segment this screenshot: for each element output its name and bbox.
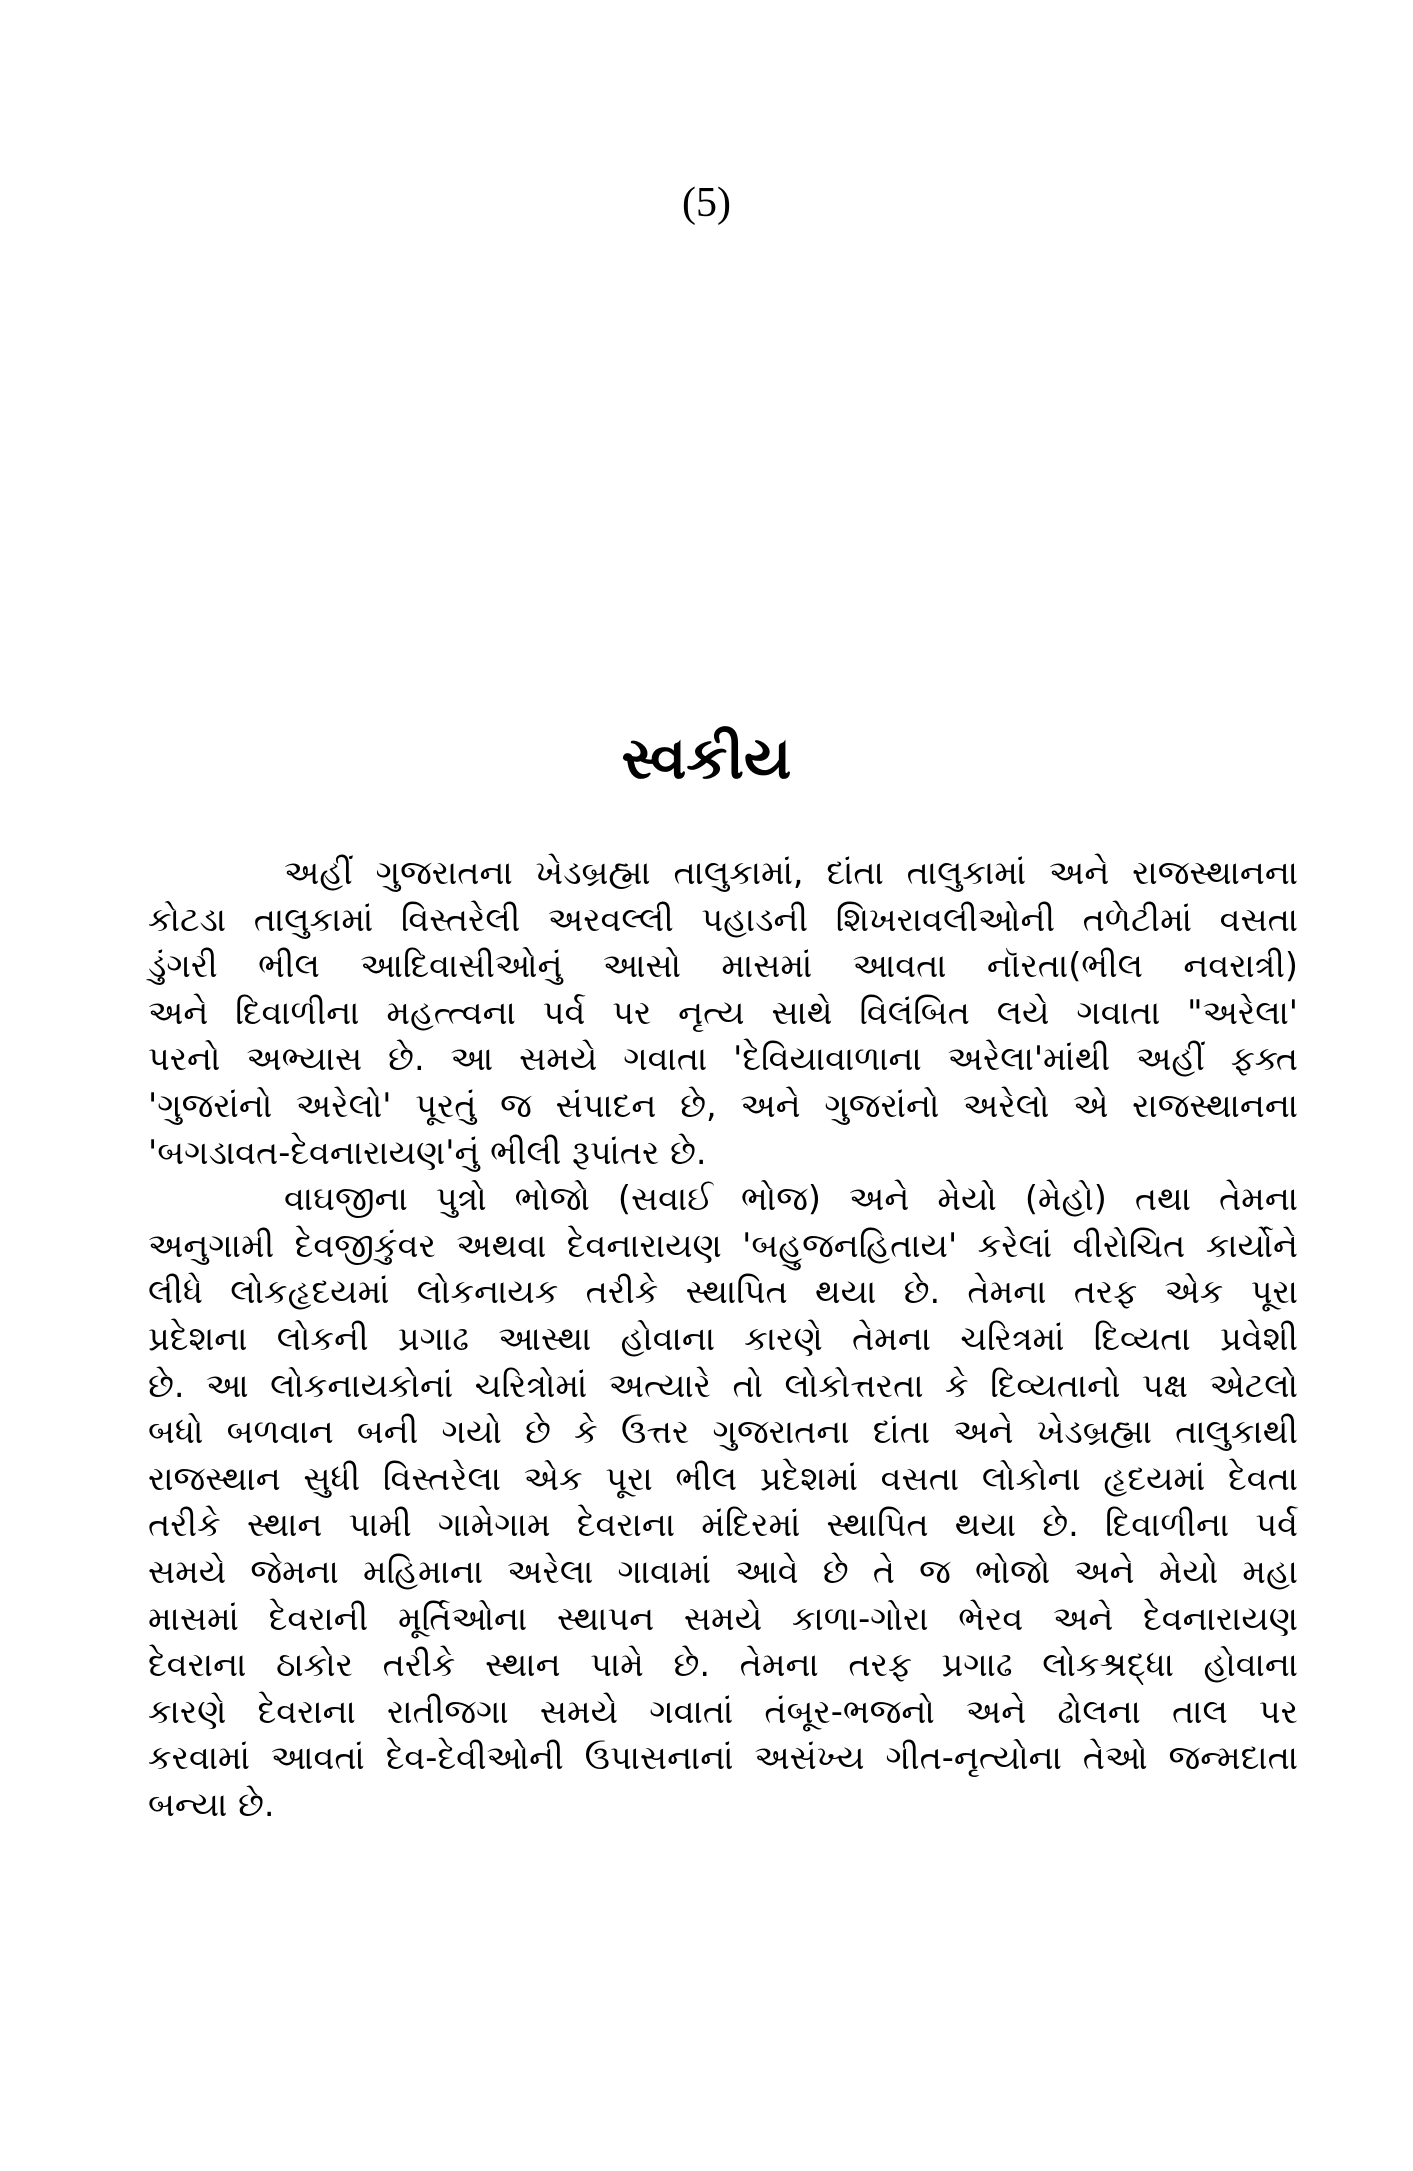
text-line: લીધે લોકહૃદયમાં લોકનાયક તરીકે સ્થાપિત થયા છે. તેમના તરફ એક પૂરા [148,1272,1298,1312]
text-line: રાજસ્થાન સુધી વિસ્તરેલા એક પૂરા ભીલ પ્રદેશમાં વસતા લોકોના હૃદયમાં દેવતા [148,1458,1298,1498]
text-line: દેવરાના ઠાકોર તરીકે સ્થાન પામે છે. તેમના તરફ પ્રગાઢ લોકશ્રદ્ધા હોવાના [148,1645,1298,1685]
text-line: સમયે જેમના મહિમાના અરેલા ગાવામાં આવે છે તે જ ભોજો અને મેયો મહા [148,1551,1298,1591]
text-line: પરનો અભ્યાસ છે. આ સમયે ગવાતા 'દેવિયાવાળાના અરેલા'માંથી અહીં ફક્ત [148,1039,1298,1079]
text-line: અહીં ગુજરાતના ખેડબ્રહ્મા તાલુકામાં, દાંતા તાલુકામાં અને રાજસ્થાનના [284,853,1298,892]
paragraph-2 [148,1176,1298,1828]
paragraph-1 [148,850,1298,1176]
text-line: છે. આ લોકનાયકોનાં ચરિત્રોમાં અત્યારે તો લોકોત્તરતા કે દિવ્યતાનો પક્ષ એટલો [148,1365,1298,1405]
text-line: માસમાં દેવરાની મૂર્તિઓના સ્થાપન સમયે કાળા-ગોરા ભેરવ અને દેવનારાયણ [148,1598,1298,1638]
text-line: 'ગુજરાંનો અરેલો' પૂરતું જ સંપાદન છે, અને ગુજરાંનો અરેલો એ રાજસ્થાનના [148,1085,1298,1125]
text-line: બન્યા છે. [148,1784,275,1824]
text-line: કરવામાં આવતાં દેવ-દેવીઓની ઉપાસનાનાં અસંખ્ય ગીત-નૃત્યોના તેઓ જન્મદાતા [148,1738,1298,1778]
text-line: વાઘજીના પુત્રો ભોજો (સવાઈ ભોજ) અને મેયો (મેહો) તથા તેમના [284,1179,1298,1219]
text-line: કારણે દેવરાના રાતીજગા સમયે ગવાતાં તંબૂર-ભજનો અને ઢોલના તાલ પર [148,1691,1298,1731]
text-line: ડુંગરી ભીલ આદિવાસીઓનું આસો માસમાં આવતા નૉરતા(ભીલ નવરાત્રી) [148,946,1298,986]
text-line: 'બગડાવત-દેવનારાયણ'નું ભીલી રૂપાંતર છે. [148,1132,707,1172]
text-line: કોટડા તાલુકામાં વિસ્તરેલી અરવલ્લી પહાડની શિખરાવલીઓની તળેટીમાં વસતા [148,899,1298,939]
page-number: (5) [682,180,731,226]
text-line: અનુગામી દેવજીકુંવર અથવા દેવનારાયણ 'બહુજનહિતાય' કરેલાં વીરોચિત કાર્યોને [148,1225,1298,1265]
body-text [148,850,1298,1828]
text-line: અને દિવાળીના મહત્ત્વના પર્વ પર નૃત્ય સાથે વિલંબિત લયે ગવાતા "અરેલા' [148,992,1298,1032]
text-line: બધો બળવાન બની ગયો છે કે ઉત્તર ગુજરાતના દાંતા અને ખેડબ્રહ્મા તાલુકાથી [148,1412,1298,1452]
text-line: પ્રદેશના લોકની પ્રગાઢ આસ્થા હોવાના કારણે તેમના ચરિત્રમાં દિવ્યતા પ્રવેશી [148,1318,1298,1358]
section-heading: સ્વકીય [621,724,792,792]
text-line: તરીકે સ્થાન પામી ગામેગામ દેવરાના મંદિરમાં સ્થાપિત થયા છે. દિવાળીના પર્વ [148,1505,1298,1545]
